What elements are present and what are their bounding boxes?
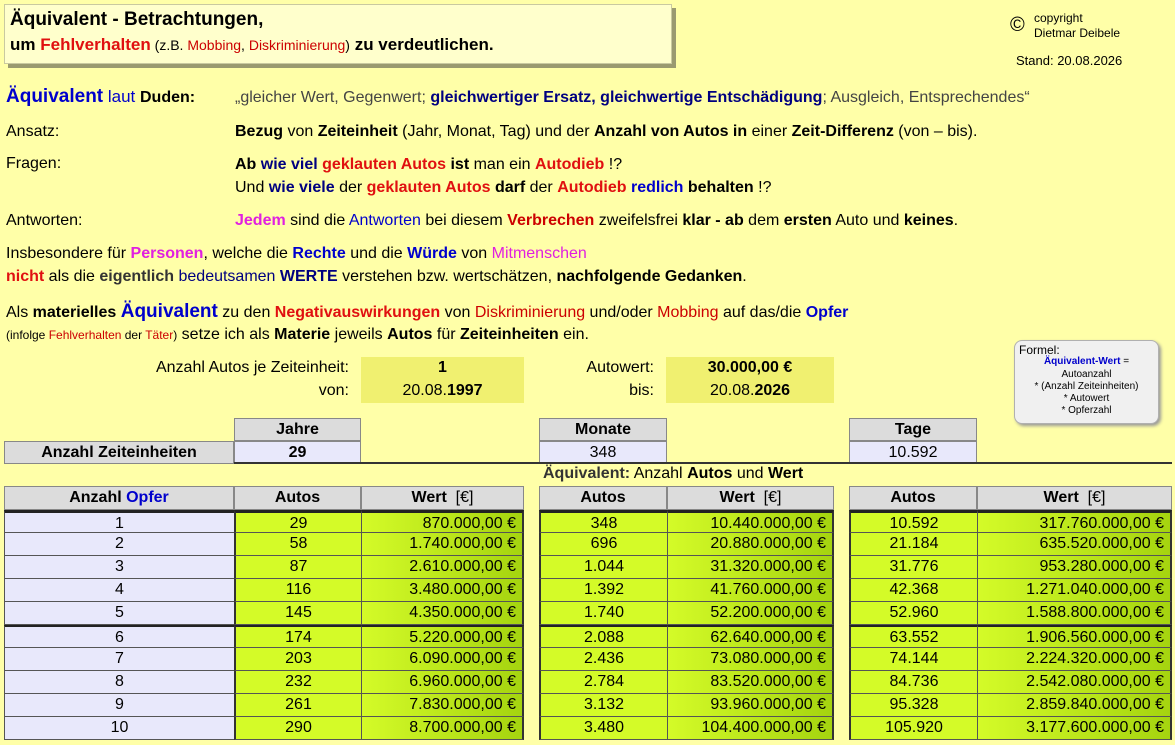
t-wert-cell: 1.906.560.000,00 €: [977, 625, 1172, 648]
autos-per-unit-value: 1: [438, 359, 447, 376]
j-autos-cell: 203: [234, 648, 361, 671]
copyright-icon: ©: [1010, 14, 1025, 36]
insbesondere-line1: Insbesondere für Personen, welche die Rechte und die Würde von Mitmenschen: [6, 245, 587, 262]
j-wert-cell: 7.830.000,00 €: [361, 694, 524, 717]
monate-count: 348: [539, 441, 667, 464]
j-autos-cell: 116: [234, 579, 361, 602]
t-autos-cell: 10.592: [849, 510, 977, 533]
m-wert-cell: 73.080.000,00 €: [667, 648, 834, 671]
j-wert-cell: 870.000,00 €: [361, 510, 524, 533]
m-wert-cell: 10.440.000,00 €: [667, 510, 834, 533]
m-autos-cell: 1.392: [539, 579, 667, 602]
tage-wert-header: Wert [€]: [977, 486, 1172, 510]
m-autos-cell: 1.740: [539, 602, 667, 625]
stand-date: Stand: 20.08.2026: [1016, 53, 1123, 68]
fragen-line2: Und wie viele der geklauten Autos darf der Autodieb redlich behalten !?: [235, 179, 772, 196]
m-wert-cell: 52.200.000,00 €: [667, 602, 834, 625]
m-autos-cell: 2.436: [539, 648, 667, 671]
autowert-value: 30.000,00 €: [707, 359, 793, 376]
opfer-cell: 8: [4, 671, 234, 694]
von-value: 20.08.1997: [402, 382, 483, 399]
als-line2: (infolge Fehlverhalten der Täter) setze ich als Materie jeweils Autos für Zeiteinheiten ein.: [6, 326, 589, 343]
t-wert-cell: 1.588.800.000,00 €: [977, 602, 1172, 625]
t-autos-cell: 52.960: [849, 602, 977, 625]
equiv-header: Äquivalent: Anzahl Autos und Wert: [543, 465, 804, 482]
m-autos-cell: 348: [539, 510, 667, 533]
opfer-column-header: Anzahl Opfer: [4, 486, 234, 510]
m-wert-cell: 83.520.000,00 €: [667, 671, 834, 694]
j-wert-cell: 8.700.000,00 €: [361, 717, 524, 740]
t-autos-cell: 42.368: [849, 579, 977, 602]
j-autos-cell: 290: [234, 717, 361, 740]
jahre-header: Jahre: [234, 418, 361, 441]
m-wert-cell: 93.960.000,00 €: [667, 694, 834, 717]
opfer-cell: 6: [4, 625, 234, 648]
m-wert-cell: 62.640.000,00 €: [667, 625, 834, 648]
autowert-label: Autowert:: [586, 359, 654, 376]
jahre-wert-header: Wert [€]: [361, 486, 524, 510]
ansatz-label: Ansatz:: [6, 123, 60, 140]
monate-autos-header: Autos: [539, 486, 667, 510]
autos-per-unit-label: Anzahl Autos je Zeiteinheit:: [155, 359, 349, 376]
als-line1: Als materielles Äquivalent zu den Negativauswirkungen von Diskriminierung und/oder Mobbing auf das/die Opfer: [6, 301, 849, 322]
j-wert-cell: 2.610.000,00 €: [361, 556, 524, 579]
monate-wert-header: Wert [€]: [667, 486, 834, 510]
t-autos-cell: 31.776: [849, 556, 977, 579]
j-autos-cell: 145: [234, 602, 361, 625]
opfer-cell: 5: [4, 602, 234, 625]
anzahl-zeiteinheiten-label: Anzahl Zeiteinheiten: [4, 441, 234, 464]
opfer-cell: 7: [4, 648, 234, 671]
page-title: Äquivalent - Betrachtungen,: [10, 9, 264, 30]
j-wert-cell: 4.350.000,00 €: [361, 602, 524, 625]
j-wert-cell: 6.960.000,00 €: [361, 671, 524, 694]
t-autos-cell: 105.920: [849, 717, 977, 740]
insbesondere-line2: nicht als die eigentlich bedeutsamen WERTE verstehen bzw. wertschätzen, nachfolgende Gedanken.: [6, 268, 747, 285]
t-wert-cell: 3.177.600.000,00 €: [977, 717, 1172, 740]
opfer-cell: 2: [4, 533, 234, 556]
m-wert-cell: 20.880.000,00 €: [667, 533, 834, 556]
t-wert-cell: 317.760.000,00 €: [977, 510, 1172, 533]
t-wert-cell: 2.224.320.000,00 €: [977, 648, 1172, 671]
opfer-cell: 1: [4, 510, 234, 533]
t-wert-cell: 2.859.840.000,00 €: [977, 694, 1172, 717]
tage-autos-header: Autos: [849, 486, 977, 510]
t-autos-cell: 95.328: [849, 694, 977, 717]
j-autos-cell: 232: [234, 671, 361, 694]
opfer-cell: 9: [4, 694, 234, 717]
bis-value: 20.08.2026: [709, 382, 791, 399]
antworten-label: Antworten:: [6, 212, 83, 229]
fragen-label: Fragen:: [6, 155, 62, 172]
j-autos-cell: 87: [234, 556, 361, 579]
t-wert-cell: 1.271.040.000,00 €: [977, 579, 1172, 602]
j-wert-cell: 5.220.000,00 €: [361, 625, 524, 648]
m-autos-cell: 3.480: [539, 717, 667, 740]
t-wert-cell: 2.542.080.000,00 €: [977, 671, 1172, 694]
j-wert-cell: 6.090.000,00 €: [361, 648, 524, 671]
m-autos-cell: 2.088: [539, 625, 667, 648]
monate-header: Monate: [539, 418, 667, 441]
ansatz-text: Bezug von Zeiteinheit (Jahr, Monat, Tag) und der Anzahl von Autos in einer Zeit-Differenz (von – bis).: [235, 123, 978, 140]
m-wert-cell: 41.760.000,00 €: [667, 579, 834, 602]
t-wert-cell: 635.520.000,00 €: [977, 533, 1172, 556]
t-autos-cell: 21.184: [849, 533, 977, 556]
duden-quote: „gleicher Wert, Gegenwert; gleichwertiger Ersatz, gleichwertige Entschädigung; Ausgleich, Entsprechendes“: [235, 89, 1030, 106]
j-autos-cell: 174: [234, 625, 361, 648]
opfer-cell: 4: [4, 579, 234, 602]
j-wert-cell: 3.480.000,00 €: [361, 579, 524, 602]
j-wert-cell: 1.740.000,00 €: [361, 533, 524, 556]
fragen-line1: Ab wie viel geklauten Autos ist man ein Autodieb !?: [235, 156, 623, 173]
m-autos-cell: 1.044: [539, 556, 667, 579]
von-label: von:: [318, 382, 349, 399]
m-wert-cell: 104.400.000,00 €: [667, 717, 834, 740]
formula-box: Formel: Äquivalent-Wert = Autoanzahl * (Anzahl Zeiteinheiten) * Autowert * Opferzahl: [1014, 340, 1159, 424]
m-autos-cell: 696: [539, 533, 667, 556]
duden-label: Äquivalent laut Duden:: [6, 86, 196, 107]
bis-label: bis:: [629, 382, 654, 399]
t-autos-cell: 74.144: [849, 648, 977, 671]
m-wert-cell: 31.320.000,00 €: [667, 556, 834, 579]
m-autos-cell: 2.784: [539, 671, 667, 694]
tage-header: Tage: [849, 418, 977, 441]
t-autos-cell: 63.552: [849, 625, 977, 648]
opfer-cell: 3: [4, 556, 234, 579]
jahre-autos-header: Autos: [234, 486, 361, 510]
t-wert-cell: 953.280.000,00 €: [977, 556, 1172, 579]
j-autos-cell: 261: [234, 694, 361, 717]
tage-count: 10.592: [849, 441, 977, 464]
page-subtitle: um Fehlverhalten (z.B. Mobbing, Diskriminierung) zu verdeutlichen.: [10, 35, 494, 54]
m-autos-cell: 3.132: [539, 694, 667, 717]
data-table: [4, 510, 1172, 740]
t-autos-cell: 84.736: [849, 671, 977, 694]
antworten-text: Jedem sind die Antworten bei diesem Verbrechen zweifelsfrei klar - ab dem ersten Auto und keines.: [235, 212, 959, 229]
j-autos-cell: 58: [234, 533, 361, 556]
opfer-cell: 10: [4, 717, 234, 740]
j-autos-cell: 29: [234, 510, 361, 533]
equiv-divider: [234, 462, 1172, 464]
jahre-count: 29: [234, 441, 361, 464]
